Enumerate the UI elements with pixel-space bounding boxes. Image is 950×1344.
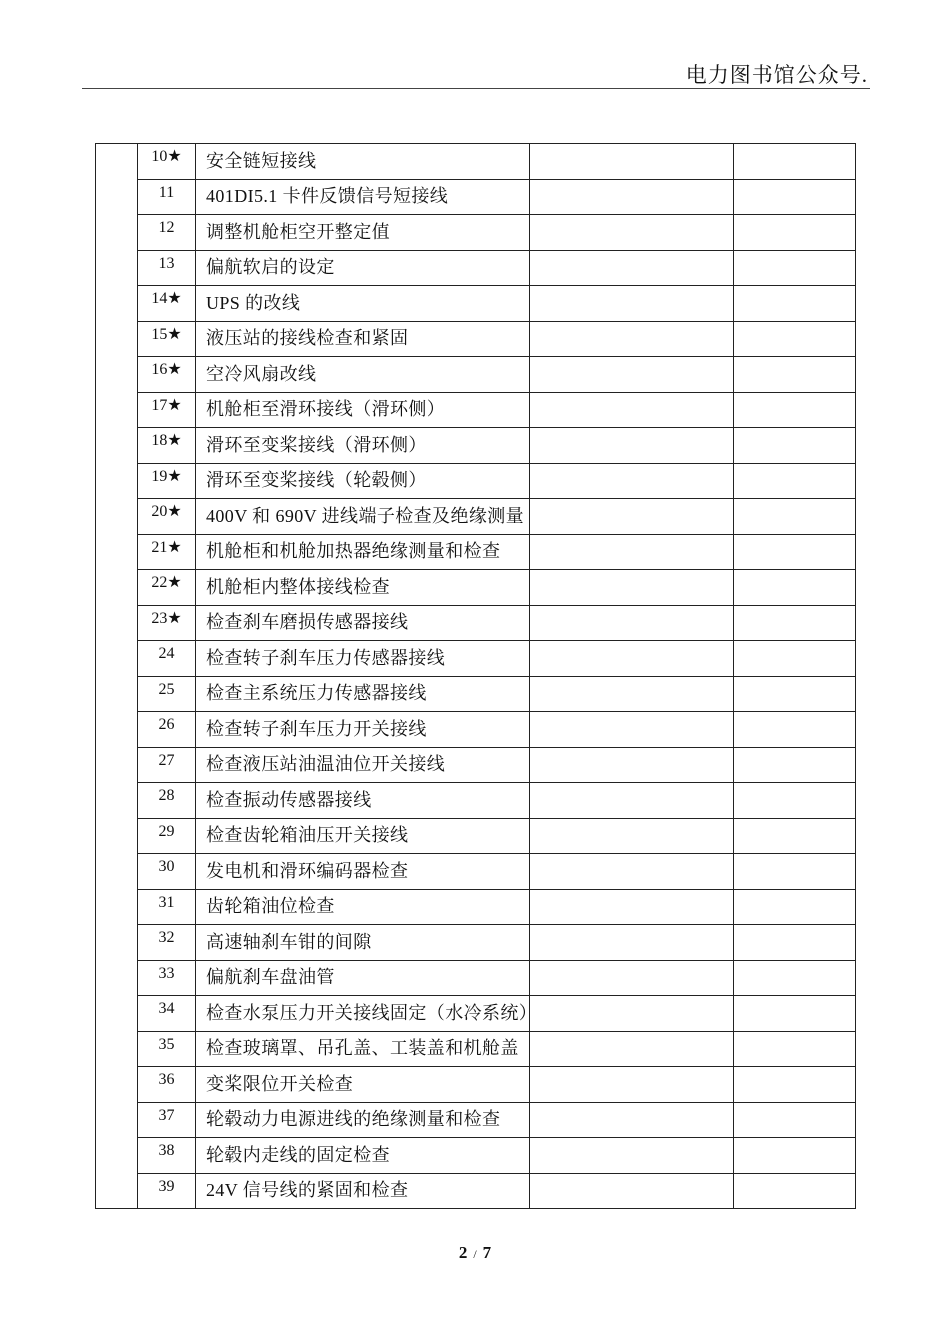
row-number: 21★ (151, 538, 182, 556)
row-number: 32 (158, 929, 175, 946)
blank-cell-a (530, 1031, 734, 1067)
blank-cell-a (530, 925, 734, 961)
row-number: 14★ (151, 290, 182, 307)
row-number-cell (138, 1173, 196, 1209)
blank-cell-a (530, 676, 734, 712)
blank-cell-a (530, 321, 734, 357)
item-description: 空冷风扇改线 (206, 363, 317, 384)
row-number-cell (138, 641, 196, 677)
blank-cell-b (734, 428, 856, 464)
row-number-cell (138, 605, 196, 641)
row-number-cell (138, 889, 196, 925)
row-number: 18★ (151, 432, 182, 449)
table-row (96, 1102, 856, 1138)
table-row (96, 392, 856, 428)
blank-cell-a (530, 960, 734, 996)
item-description-cell (196, 286, 530, 322)
page-separator: / (473, 1247, 477, 1261)
blank-cell-a (530, 889, 734, 925)
row-number-cell (138, 286, 196, 322)
blank-cell-b (734, 641, 856, 677)
row-number-cell (138, 996, 196, 1032)
row-number-cell (138, 712, 196, 748)
blank-cell-b (734, 1138, 856, 1174)
row-number-cell (138, 463, 196, 499)
table-row (96, 712, 856, 748)
row-number: 36 (158, 1071, 175, 1088)
table-row (96, 889, 856, 925)
table-row (96, 1173, 856, 1209)
row-number: 22★ (151, 574, 182, 591)
row-number: 31 (158, 893, 175, 911)
item-description: 401DI5.1 卡件反馈信号短接线 (206, 186, 449, 207)
item-description: 偏航软启的设定 (206, 257, 335, 278)
blank-cell-b (734, 215, 856, 251)
item-description-cell (196, 215, 530, 251)
row-number-cell (138, 357, 196, 393)
row-number: 28 (158, 787, 175, 804)
table-row (96, 605, 856, 641)
item-description-cell (196, 996, 538, 1032)
row-number-cell (138, 144, 196, 180)
blank-cell-b (734, 250, 856, 286)
blank-cell-a (530, 534, 734, 570)
item-description: 检查水泵压力开关接线固定（水冷系统） (206, 1002, 538, 1023)
table-row (96, 1067, 856, 1103)
table-row (96, 250, 856, 286)
item-description: 机舱柜至滑环接线（滑环侧） (206, 399, 446, 420)
blank-cell-a (530, 499, 734, 535)
total-pages: 7 (482, 1243, 492, 1262)
table-row (96, 179, 856, 215)
item-description-cell (196, 712, 530, 748)
item-description: 检查刹车磨损传感器接线 (206, 612, 409, 633)
item-description: 轮毂动力电源进线的绝缘测量和检查 (206, 1109, 501, 1130)
row-number: 37 (158, 1106, 175, 1124)
table-row (96, 215, 856, 251)
item-description-cell (196, 605, 530, 641)
item-description: 变桨限位开关检查 (206, 1073, 354, 1094)
row-number: 29 (158, 822, 175, 840)
row-number-cell (138, 428, 196, 464)
item-description: 24V 信号线的紧固和检查 (206, 1180, 409, 1201)
item-description-cell (196, 960, 530, 996)
row-number-cell (138, 250, 196, 286)
row-number-cell (138, 818, 196, 854)
blank-cell-b (734, 747, 856, 783)
blank-cell-b (734, 712, 856, 748)
item-description: 滑环至变桨接线（滑环侧） (206, 434, 427, 455)
row-number-cell (138, 747, 196, 783)
row-number: 38 (158, 1142, 175, 1159)
row-number: 35 (158, 1035, 175, 1053)
current-page: 2 (458, 1243, 468, 1262)
row-number-cell (138, 570, 196, 606)
table-row (96, 499, 856, 535)
row-number-cell (138, 392, 196, 428)
blank-cell-a (530, 463, 734, 499)
item-description-cell (196, 925, 530, 961)
table-row (96, 960, 856, 996)
row-number: 25 (158, 680, 175, 698)
table-row (96, 428, 856, 464)
row-number: 26 (158, 716, 175, 733)
row-number-cell (138, 1138, 196, 1174)
table-row (96, 676, 856, 712)
item-description: 高速轴刹车钳的间隙 (206, 931, 372, 952)
blank-cell-b (734, 1173, 856, 1209)
item-description-cell (196, 889, 530, 925)
row-number-cell (138, 321, 196, 357)
table-row (96, 1031, 856, 1067)
row-number: 39 (158, 1177, 175, 1195)
item-description: 400V 和 690V 进线端子检查及绝缘测量 (206, 505, 525, 526)
blank-cell-a (530, 392, 734, 428)
item-description-cell (196, 534, 530, 570)
blank-cell-b (734, 783, 856, 819)
row-number: 34 (158, 1000, 175, 1017)
blank-cell-a (530, 1102, 734, 1138)
table-row (96, 1138, 856, 1174)
item-description: 机舱柜和机舱加热器绝缘测量和检查 (206, 541, 501, 562)
blank-cell-b (734, 357, 856, 393)
item-description: 滑环至变桨接线（轮毂侧） (206, 470, 427, 491)
table-row (96, 854, 856, 890)
blank-cell-a (530, 1173, 734, 1209)
row-number: 11 (158, 183, 175, 201)
blank-cell-a (530, 144, 734, 180)
blank-cell-a (530, 357, 734, 393)
row-number: 27 (158, 751, 175, 769)
blank-cell-b (734, 179, 856, 215)
blank-cell-b (734, 1102, 856, 1138)
blank-cell-b (734, 570, 856, 606)
item-description: 检查主系统压力传感器接线 (206, 683, 427, 704)
item-description: UPS 的改线 (206, 292, 301, 313)
item-description-cell (196, 854, 530, 890)
item-description: 检查转子刹车压力开关接线 (206, 718, 427, 739)
item-description-cell (196, 747, 530, 783)
item-description-cell (196, 463, 530, 499)
row-number-cell (138, 960, 196, 996)
blank-cell-b (734, 534, 856, 570)
table-row (96, 570, 856, 606)
blank-cell-a (530, 641, 734, 677)
row-number-cell (138, 179, 196, 215)
blank-cell-b (734, 960, 856, 996)
blank-cell-a (530, 179, 734, 215)
item-description: 检查液压站油温油位开关接线 (206, 754, 446, 775)
item-description-cell (196, 1138, 530, 1174)
item-description-cell (196, 1067, 530, 1103)
page-header-title: 电力图书馆公众号. (685, 63, 868, 87)
blank-cell-b (734, 144, 856, 180)
blank-cell-a (530, 747, 734, 783)
blank-cell-b (734, 854, 856, 890)
item-description-cell (196, 818, 530, 854)
item-description: 检查玻璃罩、吊孔盖、工装盖和机舱盖 (206, 1038, 519, 1059)
item-description-cell (196, 641, 530, 677)
item-description: 安全链短接线 (206, 150, 317, 171)
table-row (96, 641, 856, 677)
blank-cell-b (734, 925, 856, 961)
table-row (96, 144, 856, 180)
item-description: 调整机舱柜空开整定值 (206, 221, 390, 242)
blank-cell-b (734, 889, 856, 925)
blank-cell-a (530, 783, 734, 819)
row-number: 15★ (151, 325, 182, 343)
item-description-cell (196, 250, 530, 286)
item-description-cell (196, 1173, 530, 1209)
header-divider (82, 88, 870, 89)
blank-cell-b (734, 321, 856, 357)
item-description-cell (196, 676, 530, 712)
blank-cell-a (530, 250, 734, 286)
item-description: 检查转子刹车压力传感器接线 (206, 647, 446, 668)
table-row (96, 747, 856, 783)
blank-cell-a (530, 428, 734, 464)
item-description: 液压站的接线检查和紧固 (206, 328, 409, 349)
item-description-cell (196, 321, 530, 357)
blank-cell-a (530, 1067, 734, 1103)
table-row (96, 783, 856, 819)
item-description-cell (196, 570, 530, 606)
blank-cell-b (734, 499, 856, 535)
item-description: 偏航刹车盘油管 (206, 967, 335, 988)
blank-cell-b (734, 392, 856, 428)
row-number: 16★ (151, 361, 182, 378)
blank-cell-b (734, 1031, 856, 1067)
page-number (0, 1241, 950, 1266)
item-description-cell (196, 1102, 530, 1138)
item-description: 轮毂内走线的固定检查 (206, 1144, 390, 1165)
blank-cell-b (734, 286, 856, 322)
row-number: 30 (158, 858, 175, 875)
table-row (96, 286, 856, 322)
item-description: 机舱柜内整体接线检查 (206, 576, 390, 597)
row-number: 13 (158, 254, 175, 272)
blank-cell-b (734, 1067, 856, 1103)
item-description-cell (196, 499, 530, 535)
row-number: 23★ (151, 609, 182, 627)
table-row (96, 321, 856, 357)
table-row (96, 818, 856, 854)
row-number-cell (138, 783, 196, 819)
merged-blank-cell (96, 144, 138, 1209)
row-number-cell (138, 854, 196, 890)
table-row (96, 996, 856, 1032)
blank-cell-b (734, 463, 856, 499)
item-description: 检查齿轮箱油压开关接线 (206, 825, 409, 846)
row-number: 19★ (151, 467, 182, 485)
row-number-cell (138, 534, 196, 570)
row-number: 24 (158, 645, 175, 662)
blank-cell-a (530, 286, 734, 322)
blank-cell-a (530, 996, 734, 1032)
row-number-cell (138, 1067, 196, 1103)
item-description-cell (196, 1031, 530, 1067)
blank-cell-a (530, 570, 734, 606)
item-description-cell (196, 357, 530, 393)
item-description-cell (196, 392, 530, 428)
checklist-table (95, 143, 856, 1209)
item-description: 检查振动传感器接线 (206, 789, 372, 810)
blank-cell-b (734, 605, 856, 641)
row-number: 12 (158, 219, 175, 236)
blank-cell-b (734, 818, 856, 854)
row-number-cell (138, 499, 196, 535)
item-description: 发电机和滑环编码器检查 (206, 860, 409, 881)
row-number-cell (138, 1102, 196, 1138)
table-row (96, 463, 856, 499)
row-number-cell (138, 1031, 196, 1067)
row-number-cell (138, 925, 196, 961)
blank-cell-a (530, 1138, 734, 1174)
row-number: 10★ (151, 148, 182, 165)
row-number: 33 (158, 964, 175, 982)
table-row (96, 925, 856, 961)
blank-cell-b (734, 996, 856, 1032)
blank-cell-a (530, 854, 734, 890)
item-description-cell (196, 179, 530, 215)
blank-cell-a (530, 215, 734, 251)
table-row (96, 357, 856, 393)
row-number: 20★ (151, 503, 182, 520)
table-row (96, 534, 856, 570)
blank-cell-a (530, 818, 734, 854)
checklist-table-body (96, 144, 856, 1209)
item-description-cell (196, 144, 530, 180)
row-number-cell (138, 215, 196, 251)
blank-cell-b (734, 676, 856, 712)
row-number: 17★ (151, 396, 182, 414)
item-description-cell (196, 428, 530, 464)
item-description-cell (196, 783, 530, 819)
item-description: 齿轮箱油位检查 (206, 896, 335, 917)
row-number-cell (138, 676, 196, 712)
blank-cell-a (530, 605, 734, 641)
blank-cell-a (530, 712, 734, 748)
